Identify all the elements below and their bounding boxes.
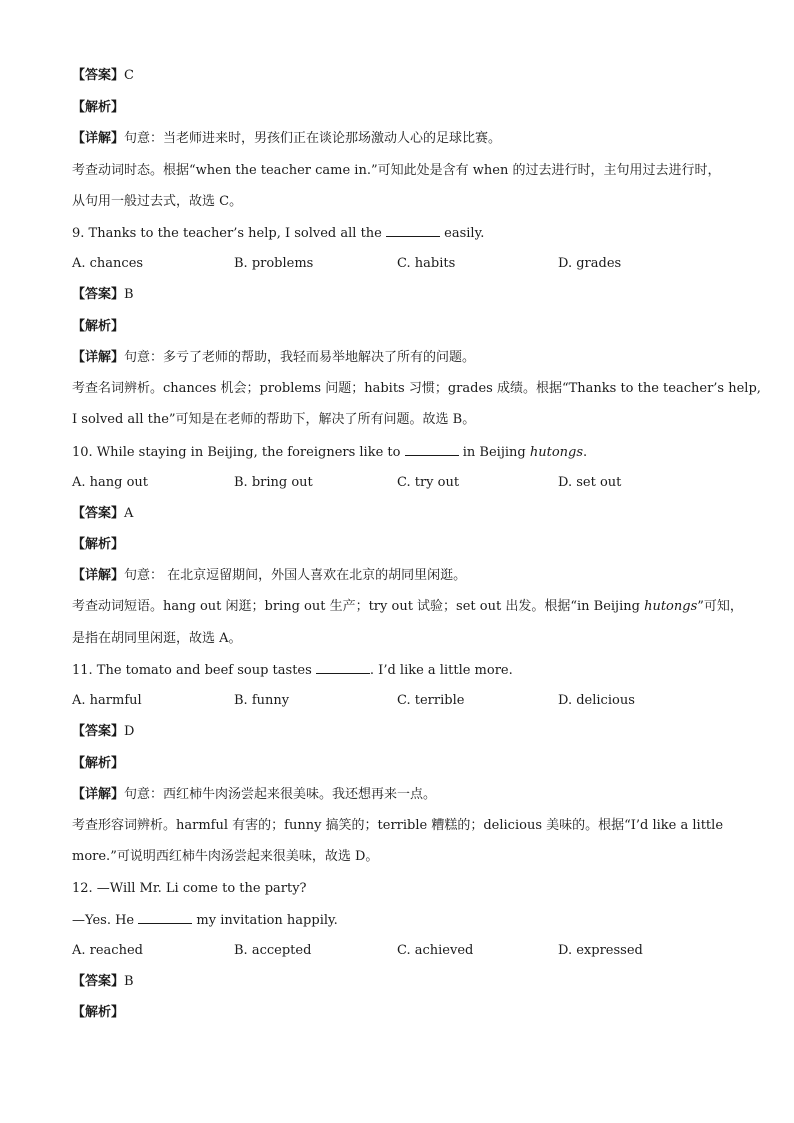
q12-options (72, 942, 734, 960)
q10-detail-line (72, 567, 734, 585)
q11-option-c: C. terrible (397, 693, 465, 708)
q9-explanation-1: 考查名词辨析。chances 机会；problems 问题；habits 习惯；grades 成绩。根据“Thanks to the teacher’s help, (72, 381, 761, 396)
q12-analysis-label (72, 1004, 734, 1022)
q9-detail-line (72, 349, 734, 367)
q10-stem-italic: hutongs (529, 445, 584, 460)
q10-explanation-1c: ”可知， (697, 599, 743, 614)
detail-label: 【详解】 (72, 787, 125, 802)
q11-answer-value: D (124, 724, 135, 739)
q10-stem (72, 443, 734, 462)
q12-stem-part2: my invitation happily. (196, 913, 338, 928)
q11-options (72, 692, 734, 710)
q10-explanation-1a: 考查动词短语。hang out 闲逛；bring out 生产；try out 试验；set out 出发。根据“in Beijing (72, 599, 640, 614)
q9-blank (386, 224, 440, 237)
q12-stem-2 (72, 911, 734, 930)
q8-analysis-label (72, 99, 734, 117)
detail-label: 【详解】 (72, 568, 125, 583)
q11-explanation-1: 考查形容词辨析。harmful 有害的；funny 搞笑的；terrible 糟糕的；delicious 美味的。根据“I’d like a little (72, 818, 724, 833)
detail-label: 【详解】 (72, 131, 125, 146)
q9-explanation-2: I solved all the”可知是在老师的帮助下，解决了所有问题。故选 B。 (72, 412, 476, 427)
q11-explanation-2: more.”可说明西红柿牛肉汤尝起来很美味，故选 D。 (72, 849, 379, 864)
q12-option-d: D. expressed (558, 943, 643, 958)
q10-stem-part2: in Beijing (462, 445, 526, 460)
q9-option-c: C. habits (397, 256, 456, 271)
q8-explanation-2: 从句用一般过去式，故选 C。 (72, 194, 243, 209)
q10-blank (405, 443, 459, 456)
q11-stem-part1: 11. The tomato and beef soup tastes (72, 663, 312, 678)
q9-detail-text: 句意：多亏了老师的帮助，我轻而易举地解决了所有的问题。 (124, 350, 476, 365)
q11-option-d: D. delicious (558, 693, 635, 708)
q9-option-d: D. grades (558, 256, 622, 271)
q10-option-a: A. hang out (72, 475, 149, 490)
q10-answer-line (72, 505, 734, 523)
analysis-label: 【解析】 (72, 319, 125, 334)
q8-detail-line (72, 130, 734, 148)
q11-stem (72, 661, 734, 680)
analysis-label: 【解析】 (72, 1005, 125, 1020)
q12-option-c: C. achieved (397, 943, 474, 958)
q9-option-b: B. problems (234, 256, 314, 271)
q10-option-b: B. bring out (234, 475, 313, 490)
q11-stem-part2: . I’d like a little more. (369, 663, 513, 678)
q9-options (72, 255, 734, 273)
q11-option-a: A. harmful (72, 693, 142, 708)
q10-stem-part1: 10. While staying in Beijing, the foreigners like to (72, 445, 401, 460)
q8-explanation-1: 考查动词时态。根据“when the teacher came in.”可知此处是含有 when 的过去进行时，主句用过去进行时， (72, 163, 721, 178)
answer-label: 【答案】 (72, 506, 125, 521)
q12-stem-1: 12. —Will Mr. Li come to the party? (72, 881, 307, 896)
q10-answer-value: A (124, 506, 134, 521)
answer-label: 【答案】 (72, 724, 125, 739)
q9-stem-part2: easily. (444, 226, 485, 241)
q10-explanation-1 (72, 598, 743, 616)
q9-stem (72, 224, 734, 243)
q10-explanation-2: 是指在胡同里闲逛，故选 A。 (72, 631, 242, 646)
analysis-label: 【解析】 (72, 100, 125, 115)
answer-label: 【答案】 (72, 68, 125, 83)
q9-option-a: A. chances (72, 256, 144, 271)
q10-detail-text: 句意： 在北京逗留期间，外国人喜欢在北京的胡同里闲逛。 (124, 568, 467, 583)
analysis-label: 【解析】 (72, 537, 125, 552)
q11-detail-text: 句意：西红柿牛肉汤尝起来很美味。我还想再来一点。 (124, 787, 437, 802)
q10-options (72, 474, 734, 492)
q12-stem-part1: —Yes. He (72, 913, 135, 928)
answer-label: 【答案】 (72, 974, 125, 989)
q12-answer-value: B (124, 974, 134, 989)
q10-explanation-italic: hutongs (644, 599, 698, 614)
answer-label: 【答案】 (72, 287, 125, 302)
q8-answer-line (72, 67, 734, 85)
q11-detail-line (72, 786, 734, 804)
q12-option-b: B. accepted (234, 943, 312, 958)
q10-analysis-label (72, 536, 734, 554)
q11-analysis-label (72, 755, 734, 773)
detail-label: 【详解】 (72, 350, 125, 365)
q9-answer-value: B (124, 287, 134, 302)
q10-stem-period: . (583, 445, 588, 460)
q12-blank (138, 911, 192, 924)
q8-answer-value: C (124, 68, 134, 83)
q10-option-c: C. try out (397, 475, 460, 490)
q12-answer-line (72, 973, 734, 991)
q12-option-a: A. reached (72, 943, 143, 958)
q9-answer-line (72, 286, 734, 304)
q11-answer-line (72, 723, 734, 741)
q11-option-b: B. funny (234, 693, 290, 708)
analysis-label: 【解析】 (72, 756, 125, 771)
q11-blank (316, 661, 370, 674)
q8-detail-text: 句意：当老师进来时，男孩们正在谈论那场激动人心的足球比赛。 (124, 131, 502, 146)
q9-analysis-label (72, 318, 734, 336)
q10-option-d: D. set out (558, 475, 622, 490)
q9-stem-part1: 9. Thanks to the teacher’s help, I solved all the (72, 226, 382, 241)
